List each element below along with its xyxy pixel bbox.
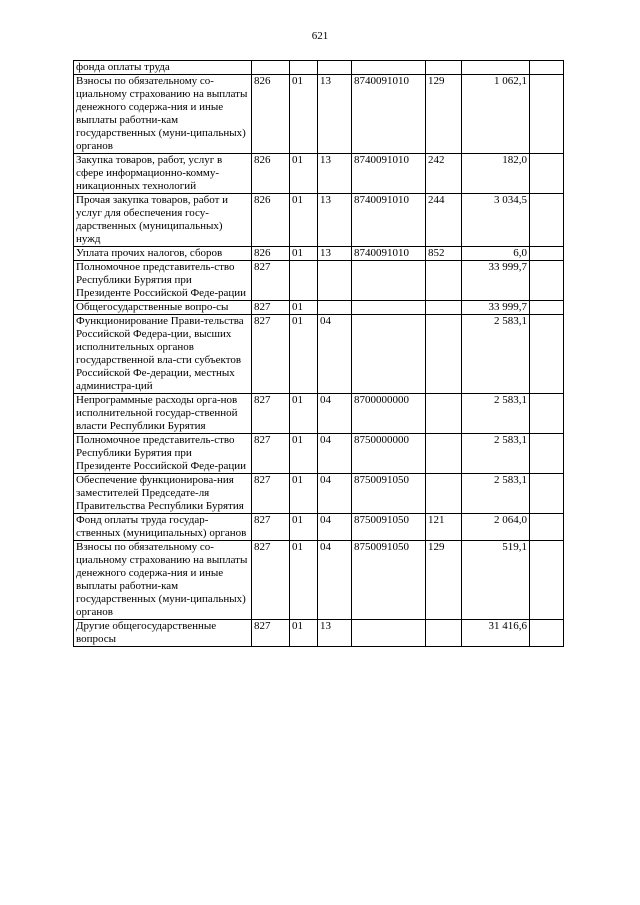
section-code-cell: 01 — [290, 541, 318, 620]
section-code-cell: 01 — [290, 154, 318, 194]
amount-cell: 2 583,1 — [462, 394, 530, 434]
table-row — [74, 75, 564, 154]
expense-type-cell — [426, 434, 462, 474]
department-code-cell: 827 — [252, 541, 290, 620]
expense-name-cell: Закупка товаров, работ, услуг в сфере информационно-комму-никационных технологий — [74, 154, 252, 194]
subsection-code-cell: 13 — [318, 194, 352, 247]
empty-cell — [530, 75, 564, 154]
subsection-code-cell: 13 — [318, 75, 352, 154]
department-code-cell — [252, 61, 290, 75]
budget-table — [73, 60, 564, 647]
empty-cell — [530, 394, 564, 434]
subsection-code-cell: 04 — [318, 514, 352, 541]
expense-name-cell: Общегосударственные вопро-сы — [74, 301, 252, 315]
department-code-cell: 827 — [252, 620, 290, 647]
expense-type-cell — [426, 394, 462, 434]
expense-type-cell: 121 — [426, 514, 462, 541]
amount-cell: 182,0 — [462, 154, 530, 194]
table-row — [74, 301, 564, 315]
target-article-cell: 8700000000 — [352, 394, 426, 434]
section-code-cell: 01 — [290, 247, 318, 261]
expense-name-cell: Непрограммные расходы орга-нов исполнительной государ-ственной власти Республики Бурятия — [74, 394, 252, 434]
amount-cell: 2 583,1 — [462, 474, 530, 514]
target-article-cell: 8740091010 — [352, 247, 426, 261]
table-row — [74, 154, 564, 194]
target-article-cell — [352, 61, 426, 75]
department-code-cell: 827 — [252, 315, 290, 394]
department-code-cell: 827 — [252, 434, 290, 474]
table-row — [74, 434, 564, 474]
section-code-cell: 01 — [290, 394, 318, 434]
subsection-code-cell: 13 — [318, 154, 352, 194]
empty-cell — [530, 514, 564, 541]
table-row — [74, 514, 564, 541]
target-article-cell — [352, 261, 426, 301]
expense-type-cell — [426, 620, 462, 647]
amount-cell: 6,0 — [462, 247, 530, 261]
department-code-cell: 826 — [252, 247, 290, 261]
target-article-cell: 8740091010 — [352, 194, 426, 247]
department-code-cell: 826 — [252, 194, 290, 247]
section-code-cell: 01 — [290, 315, 318, 394]
amount-cell: 33 999,7 — [462, 301, 530, 315]
empty-cell — [530, 301, 564, 315]
empty-cell — [530, 61, 564, 75]
empty-cell — [530, 315, 564, 394]
table-row — [74, 194, 564, 247]
table-row — [74, 620, 564, 647]
section-code-cell — [290, 61, 318, 75]
subsection-code-cell: 04 — [318, 394, 352, 434]
amount-cell: 33 999,7 — [462, 261, 530, 301]
amount-cell: 31 416,6 — [462, 620, 530, 647]
empty-cell — [530, 194, 564, 247]
expense-type-cell: 129 — [426, 541, 462, 620]
table-row — [74, 474, 564, 514]
expense-type-cell — [426, 61, 462, 75]
empty-cell — [530, 247, 564, 261]
target-article-cell: 8750091050 — [352, 474, 426, 514]
expense-name-cell: Функционирование Прави-тельства Российской Федера-ции, высших исполнительных органов государственной вла-сти субъектов Российской Фе-дерации, местных администра-ций — [74, 315, 252, 394]
subsection-code-cell — [318, 61, 352, 75]
section-code-cell — [290, 261, 318, 301]
amount-cell: 3 034,5 — [462, 194, 530, 247]
amount-cell: 2 583,1 — [462, 434, 530, 474]
table-row — [74, 261, 564, 301]
expense-type-cell — [426, 301, 462, 315]
department-code-cell: 826 — [252, 75, 290, 154]
empty-cell — [530, 620, 564, 647]
target-article-cell: 8750091050 — [352, 541, 426, 620]
subsection-code-cell: 13 — [318, 620, 352, 647]
target-article-cell — [352, 301, 426, 315]
expense-name-cell: Фонд оплаты труда государ-ственных (муниципальных) органов — [74, 514, 252, 541]
amount-cell: 2 064,0 — [462, 514, 530, 541]
expense-type-cell — [426, 315, 462, 394]
table-row — [74, 247, 564, 261]
expense-name-cell: Обеспечение функционирова-ния заместителей Председате-ля Правительства Республики Бурятия — [74, 474, 252, 514]
amount-cell: 2 583,1 — [462, 315, 530, 394]
amount-cell: 1 062,1 — [462, 75, 530, 154]
expense-name-cell: Уплата прочих налогов, сборов — [74, 247, 252, 261]
target-article-cell — [352, 315, 426, 394]
expense-type-cell: 129 — [426, 75, 462, 154]
expense-name-cell: Полномочное представитель-ство Республики Бурятия при Президенте Российской Феде-рации — [74, 261, 252, 301]
department-code-cell: 826 — [252, 154, 290, 194]
table-row — [74, 394, 564, 434]
section-code-cell: 01 — [290, 75, 318, 154]
empty-cell — [530, 541, 564, 620]
subsection-code-cell: 04 — [318, 541, 352, 620]
expense-name-cell: Взносы по обязательному со-циальному страхованию на выплаты денежного содержа-ния и иные выплаты работни-кам государственных (муни-ципальных) органов — [74, 541, 252, 620]
expense-type-cell — [426, 261, 462, 301]
empty-cell — [530, 261, 564, 301]
expense-name-cell: фонда оплаты труда — [74, 61, 252, 75]
target-article-cell: 8750091050 — [352, 514, 426, 541]
table-row — [74, 315, 564, 394]
subsection-code-cell: 04 — [318, 474, 352, 514]
expense-name-cell: Прочая закупка товаров, работ и услуг для обеспечения госу-дарственных (муниципальных) нужд — [74, 194, 252, 247]
subsection-code-cell: 04 — [318, 434, 352, 474]
empty-cell — [530, 434, 564, 474]
table-row — [74, 61, 564, 75]
empty-cell — [530, 474, 564, 514]
target-article-cell: 8740091010 — [352, 154, 426, 194]
department-code-cell: 827 — [252, 394, 290, 434]
expense-name-cell: Другие общегосударственные вопросы — [74, 620, 252, 647]
subsection-code-cell — [318, 301, 352, 315]
section-code-cell: 01 — [290, 301, 318, 315]
expense-type-cell: 244 — [426, 194, 462, 247]
expense-type-cell: 852 — [426, 247, 462, 261]
section-code-cell: 01 — [290, 434, 318, 474]
expense-type-cell: 242 — [426, 154, 462, 194]
target-article-cell: 8750000000 — [352, 434, 426, 474]
expense-name-cell: Полномочное представитель-ство Республики Бурятия при Президенте Российской Феде-рации — [74, 434, 252, 474]
section-code-cell: 01 — [290, 620, 318, 647]
department-code-cell: 827 — [252, 514, 290, 541]
section-code-cell: 01 — [290, 514, 318, 541]
amount-cell: 519,1 — [462, 541, 530, 620]
department-code-cell: 827 — [252, 261, 290, 301]
department-code-cell: 827 — [252, 474, 290, 514]
target-article-cell — [352, 620, 426, 647]
subsection-code-cell: 13 — [318, 247, 352, 261]
amount-cell — [462, 61, 530, 75]
empty-cell — [530, 154, 564, 194]
department-code-cell: 827 — [252, 301, 290, 315]
expense-type-cell — [426, 474, 462, 514]
section-code-cell: 01 — [290, 194, 318, 247]
page-number: 621 — [311, 30, 329, 42]
section-code-cell: 01 — [290, 474, 318, 514]
subsection-code-cell: 04 — [318, 315, 352, 394]
target-article-cell: 8740091010 — [352, 75, 426, 154]
expense-name-cell: Взносы по обязательному со-циальному страхованию на выплаты денежного содержа-ния и иные выплаты работни-кам государственных (муни-ципальных) органов — [74, 75, 252, 154]
subsection-code-cell — [318, 261, 352, 301]
table-row — [74, 541, 564, 620]
